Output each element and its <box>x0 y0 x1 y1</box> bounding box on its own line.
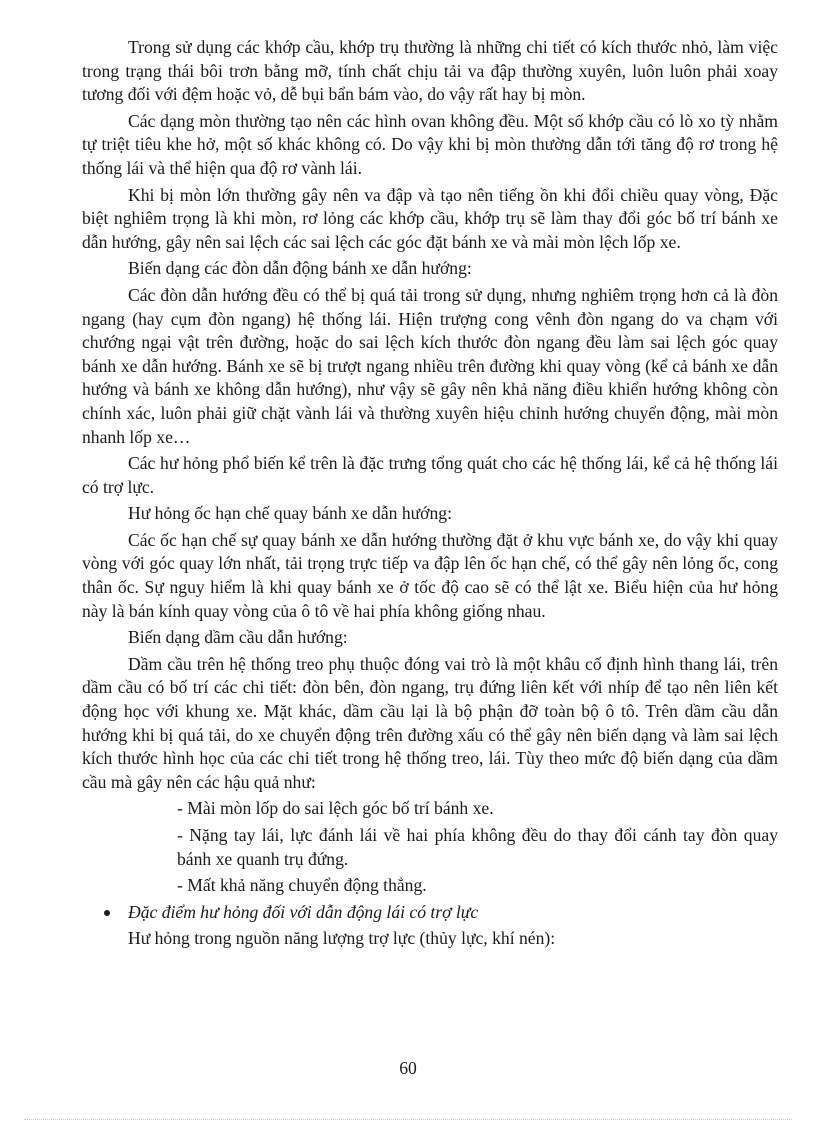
paragraph-stop-bolt: Các ốc hạn chế sự quay bánh xe dẫn hướng thường đặt ở khu vực bánh xe, do vậy khi quay vòng với góc quay lớn nhất, tải trọng trực tiếp va đập lên ốc hạn chế, có thể gây nên lỏng ốc, cong thân ốc. Sự nguy hiểm là khi quay bánh xe ở tốc độ cao sẽ có thể lật xe. Biểu hiện của hư hỏng này là bán kính quay vòng của ô tô về hai phía không giống nhau. <box>82 529 778 621</box>
paragraph-axle-beam: Dầm cầu trên hệ thống treo phụ thuộc đóng vai trò là một khâu cố định hình thang lái, trên dầm cầu có bố trí các chi tiết: đòn bên, đòn ngang, trụ đứng liên kết với nhíp để tạo nên liên kết động học với khung xe. Mặt khác, dầm cầu lại là bộ phận đỡ toàn bộ ô tô. Trên dầm cầu dẫn hướng khi bị quá tải, do xe chuyển động trên đường xấu có thể gây nên biến dạng và làm sai lệch kích thước hình học của các chi tiết trong hệ thống treo, lái. Tùy theo mức độ biến dạng của dầm cầu mà gây nên các hậu quả như: <box>82 653 778 792</box>
list-item: - Nặng tay lái, lực đánh lái về hai phía không đều do thay đổi cánh tay đòn quay bánh xe quanh trụ đứng. <box>177 825 778 869</box>
bullet-heading <box>82 901 778 925</box>
paragraph-ball-joint-wear: Trong sử dụng các khớp cầu, khớp trụ thường là những chi tiết có kích thước nhỏ, làm việc trong trạng thái bôi trơn bằng mỡ, tính chất chịu tải va đập thường xuyên, luôn luôn phải xoay tương đối với đệm hoặc vỏ, dễ bụi bẩn bám vào, do vậy rất hay bị mòn. <box>82 37 778 105</box>
heading-linkage-deformation: Biến dạng các đòn dẫn động bánh xe dẫn hướng: <box>128 258 472 279</box>
document-page <box>82 36 778 954</box>
paragraph-common-faults: Các hư hỏng phổ biến kể trên là đặc trưng tổng quát cho các hệ thống lái, kể cả hệ thống lái có trợ lực. <box>82 453 778 497</box>
paragraph-linkage-overload: Các đòn dẫn hướng đều có thể bị quá tải trong sử dụng, nhưng nghiêm trọng hơn cả là đòn ngang (hay cụm đòn ngang) hệ thống lái. Hiện trượng cong vênh đòn ngang do va chạm với chướng ngại vật trên đường, hoặc do sai lệch kích thước đòn ngang đều làm sai lệch góc quay bánh xe dẫn hướng. Bánh xe sẽ bị trượt ngang nhiều trên đường khi quay vòng (kể cả bánh xe dẫn hướng và bánh xe không dẫn hướng), như vậy sẽ gây nên khả năng điều khiển hướng không còn chính xác, luôn phải giữ chặt vành lái và thường xuyên hiệu chỉnh hướng chuyển động, mài mòn nhanh lốp xe… <box>82 284 778 447</box>
list-item: - Mài mòn lốp do sai lệch góc bố trí bánh xe. <box>177 798 494 819</box>
paragraph-power-source-faults: Hư hỏng trong nguồn năng lượng trợ lực (thủy lực, khí nén): <box>128 928 556 949</box>
list-item: - Mất khả năng chuyển động thẳng. <box>177 875 427 896</box>
heading-stop-bolt-fault: Hư hỏng ốc hạn chế quay bánh xe dẫn hướng: <box>128 503 452 524</box>
bottom-divider <box>24 1119 792 1120</box>
paragraph-large-wear: Khi bị mòn lớn thường gây nên va đập và tạo nên tiếng ồn khi đổi chiều quay vòng, Đặc biệt nghiêm trọng là khi mòn, rơ lỏng các khớp cầu, khớp trụ sẽ làm thay đổi góc bố trí bánh xe dẫn hướng, gây nên sai lệch các sai lệch các góc đặt bánh xe và mài mòn lệch lốp xe. <box>82 184 778 252</box>
bullet-dot-icon <box>104 910 110 916</box>
bullet-heading-text: Đặc điểm hư hỏng đối với dẫn động lái có trợ lực <box>128 901 479 922</box>
page-number: 60 <box>399 1058 417 1078</box>
paragraph-oval-wear: Các dạng mòn thường tạo nên các hình ovan không đều. Một số khớp cầu có lò xo tỳ nhằm tự triệt tiêu khe hở, một số khác không có. Do vậy khi bị mòn thường dẫn tới tăng độ rơ trong hệ thống lái và thể hiện qua độ rơ vành lái. <box>82 110 778 178</box>
heading-axle-beam-deformation: Biến dạng dầm cầu dẫn hướng: <box>128 627 348 648</box>
